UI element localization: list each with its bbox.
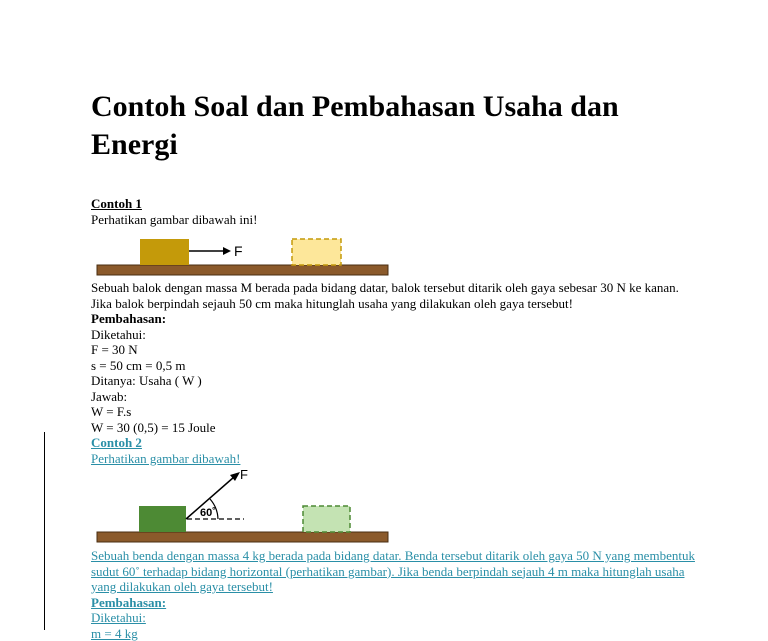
page-title: Contoh Soal dan Pembahasan Usaha dan Energi: [91, 88, 711, 164]
example-2-problem-line-1[interactable]: Sebuah benda dengan massa 4 kg berada pada bidang datar. Benda tersebut ditarik oleh gaya 50 N yang membentuk: [91, 548, 691, 564]
example-1-heading: Contoh 1: [91, 196, 691, 212]
example-1-figure: [91, 234, 391, 277]
example-1-problem-line-2: Jika balok berpindah sejauh 50 cm maka hitunglah usaha yang dilakukan oleh gaya tersebut!: [91, 296, 691, 312]
example-2-problem-line-3[interactable]: yang dilakukan oleh gaya tersebut!: [91, 579, 691, 595]
angle-label: 60˚: [200, 507, 216, 519]
example-2-solution-heading[interactable]: Pembahasan:: [91, 595, 691, 611]
example-1-solution-line: Ditanya: Usaha ( W ): [91, 373, 691, 389]
block-displaced: [303, 506, 350, 532]
example-1-instruction: Perhatikan gambar dibawah ini!: [91, 212, 691, 228]
example-2-figure: [91, 468, 391, 546]
example-1-solution-line: Jawab:: [91, 389, 691, 405]
example-1-solution-line: F = 30 N: [91, 342, 691, 358]
example-2-heading[interactable]: Contoh 2: [91, 435, 691, 451]
example-1-solution-line: W = F.s: [91, 404, 691, 420]
block: [139, 506, 186, 532]
example-2-instruction[interactable]: Perhatikan gambar dibawah!: [91, 451, 691, 467]
example-1-solution-heading: Pembahasan:: [91, 311, 691, 327]
example-2-problem-line-2[interactable]: sudut 60˚ terhadap bidang horizontal (perhatikan gambar). Jika benda berpindah sejauh 4 m maka hitunglah usaha: [91, 564, 691, 580]
example-1-solution-line: s = 50 cm = 0,5 m: [91, 358, 691, 374]
example-1-problem-line-1: Sebuah balok dengan massa M berada pada bidang datar, balok tersebut ditarik oleh gaya sebesar 30 N ke kanan.: [91, 280, 691, 296]
block: [140, 239, 189, 265]
example-2-solution-line[interactable]: Diketahui:: [91, 610, 691, 626]
force-label: F: [240, 468, 248, 482]
force-arrow-head: [223, 247, 231, 255]
ground-surface: [97, 532, 388, 542]
article-content: [91, 196, 691, 641]
example-1-solution-line: W = 30 (0,5) = 15 Joule: [91, 420, 691, 436]
ground-surface: [97, 265, 388, 275]
margin-rule: [44, 432, 45, 630]
block-displaced: [292, 239, 341, 265]
force-label: F: [234, 243, 243, 259]
example-2-solution-line[interactable]: m = 4 kg: [91, 626, 691, 641]
example-1-solution-line: Diketahui:: [91, 327, 691, 343]
